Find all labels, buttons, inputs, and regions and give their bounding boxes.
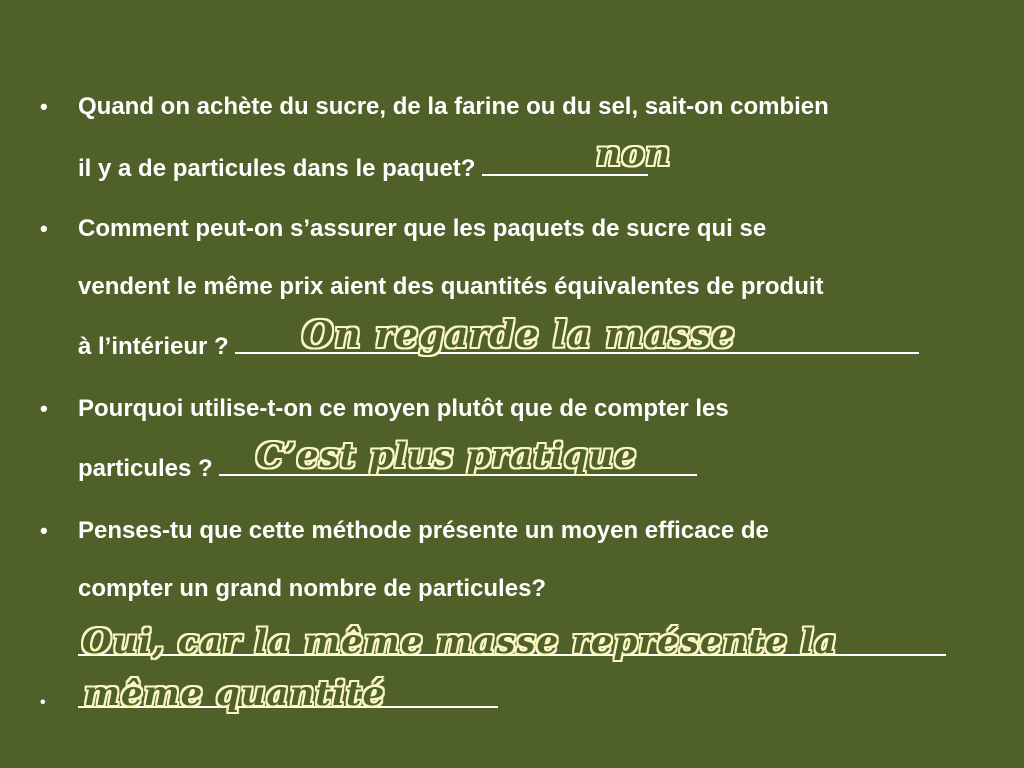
bullet-1: • xyxy=(40,94,48,119)
answer-2: On regarde la masse xyxy=(302,314,736,356)
question-1-line-1: Quand on achète du sucre, de la farine ou du sel, sait-on combien xyxy=(78,93,829,120)
bullet-3: • xyxy=(40,396,48,421)
question-2-line-3-text: à l’intérieur ? xyxy=(78,333,236,360)
bullet-4: • xyxy=(40,518,48,543)
answer-1: non xyxy=(596,134,672,174)
question-4-line-1: Penses-tu que cette méthode présente un moyen efficace de xyxy=(78,517,769,544)
question-1-line-2 xyxy=(78,152,648,184)
bullet-2: • xyxy=(40,216,48,241)
answer-4-line-1: Oui, car la même masse représente la xyxy=(82,622,838,662)
question-3-line-3-text: particules ? xyxy=(78,455,220,482)
question-1-line-2-text: il y a de particules dans le paquet? xyxy=(78,155,483,182)
bullet-5: • xyxy=(40,694,46,711)
question-2-line-1: Comment peut-on s’assurer que les paquets de sucre qui se xyxy=(78,215,767,242)
answer-4-line-2: même quantité xyxy=(84,674,386,714)
question-4-line-2: compter un grand nombre de particules? xyxy=(78,575,547,602)
question-2-line-2: vendent le même prix aient des quantités équivalentes de produit xyxy=(78,273,824,300)
question-3-line-1: Pourquoi utilise-t-on ce moyen plutôt que de compter les xyxy=(78,395,729,422)
answer-3: C’est plus pratique xyxy=(256,436,638,476)
